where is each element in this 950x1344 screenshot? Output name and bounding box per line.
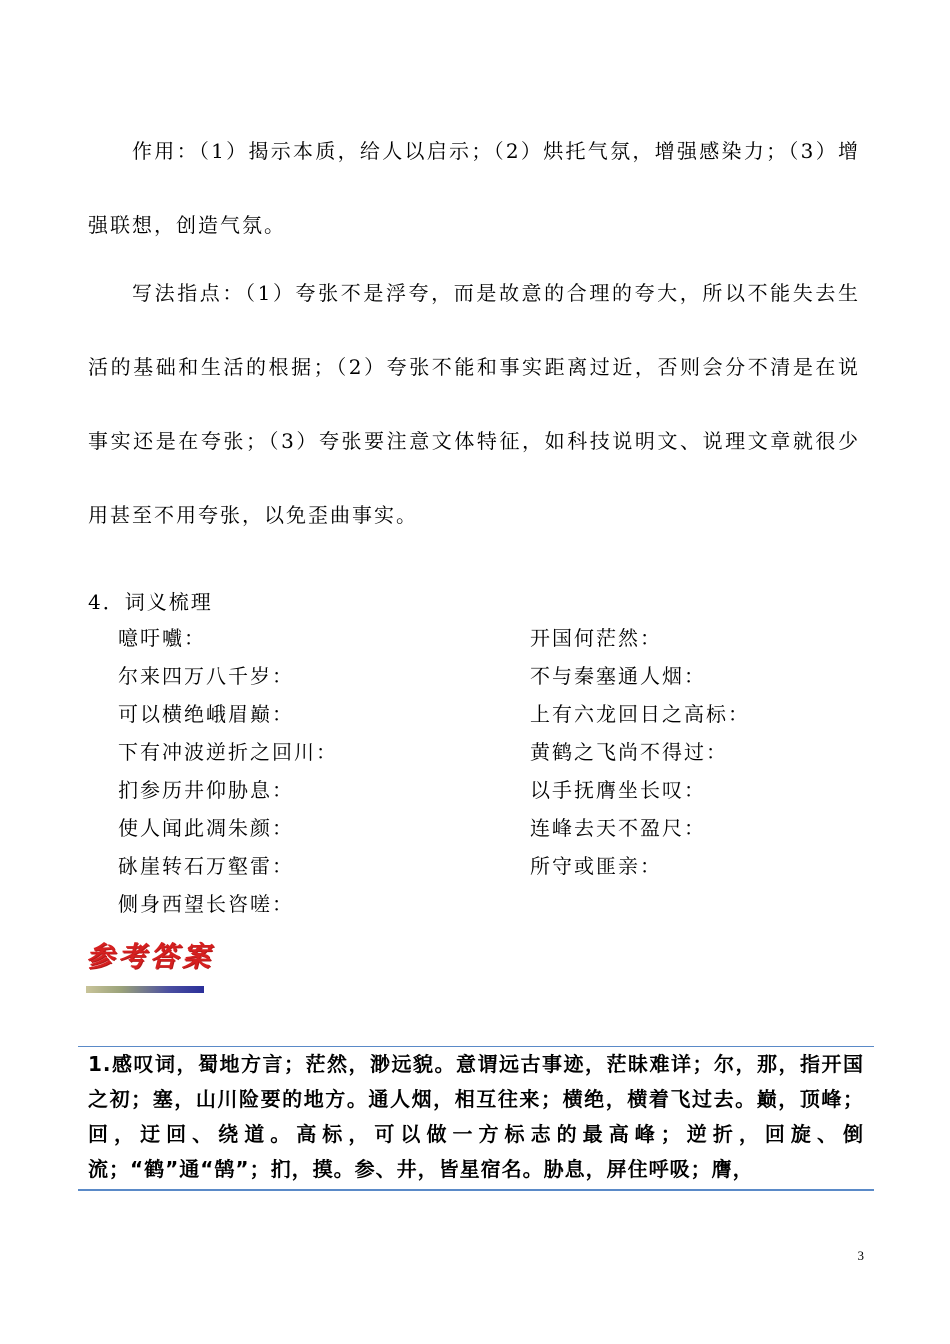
vocab-item: 扪参历井仰胁息： (118, 778, 294, 802)
vocab-item: 可以横绝峨眉巅： (118, 702, 294, 726)
heading-underline-bar (86, 986, 204, 993)
vocab-item: 所守或匪亲： (530, 854, 662, 878)
vocab-item: 以手抚膺坐长叹： (530, 778, 706, 802)
writing-tips-paragraph: 写法指点：（1）夸张不是浮夸，而是故意的合理的夸大，所以不能失去生活的基础和生活的根据；（2）夸张不能和事实距离过近，否则会分不清是在说事实还是在夸张；（3）夸张要注意文体特征，如科技说明文、说理文章就很少用甚至不用夸张，以免歪曲事实。 (88, 281, 860, 527)
vocab-item: 下有冲波逆折之回川： (118, 740, 338, 764)
page-number: 3 (857, 1248, 864, 1263)
vocab-list (118, 621, 878, 925)
vocab-item: 上有六龙回日之高标： (530, 702, 750, 726)
vocab-item: 噫吁嚱： (118, 626, 206, 650)
vocab-item: 不与秦塞通人烟： (530, 664, 706, 688)
vocab-item: 侧身西望长咨嗟： (118, 892, 294, 916)
answers-heading: 参考答案 (86, 940, 215, 973)
vocab-item: 连峰去天不盈尺： (530, 816, 706, 840)
answers-box (78, 1046, 874, 1191)
vocab-item: 尔来四万八千岁： (118, 664, 294, 688)
vocab-item: 砯崖转石万壑雷： (118, 854, 294, 878)
vocab-item: 使人闻此凋朱颜： (118, 816, 294, 840)
section-title: 4．词义梳理 (88, 590, 213, 614)
vocab-item: 黄鹤之飞尚不得过： (530, 740, 728, 764)
vocab-item: 开国何茫然： (530, 626, 662, 650)
effect-paragraph: 作用：（1）揭示本质，给人以启示；（2）烘托气氛，增强感染力；（3）增强联想，创造气氛。 (88, 139, 860, 237)
answers-text: 1.感叹词，蜀地方言；茫然，渺远貌。意谓远古事迹，茫昧难详；尔，那，指开国之初；塞，山川险要的地方。通人烟，相互往来；横绝，横着飞过去。巅，顶峰；回，迂回、绕道。高标，可以做一方标志的最高峰；逆折，回旋、倒流；“鹤”通“鹄”；扪，摸。参、井，皆星宿名。胁息，屏住呼吸；膺， (88, 1052, 864, 1181)
